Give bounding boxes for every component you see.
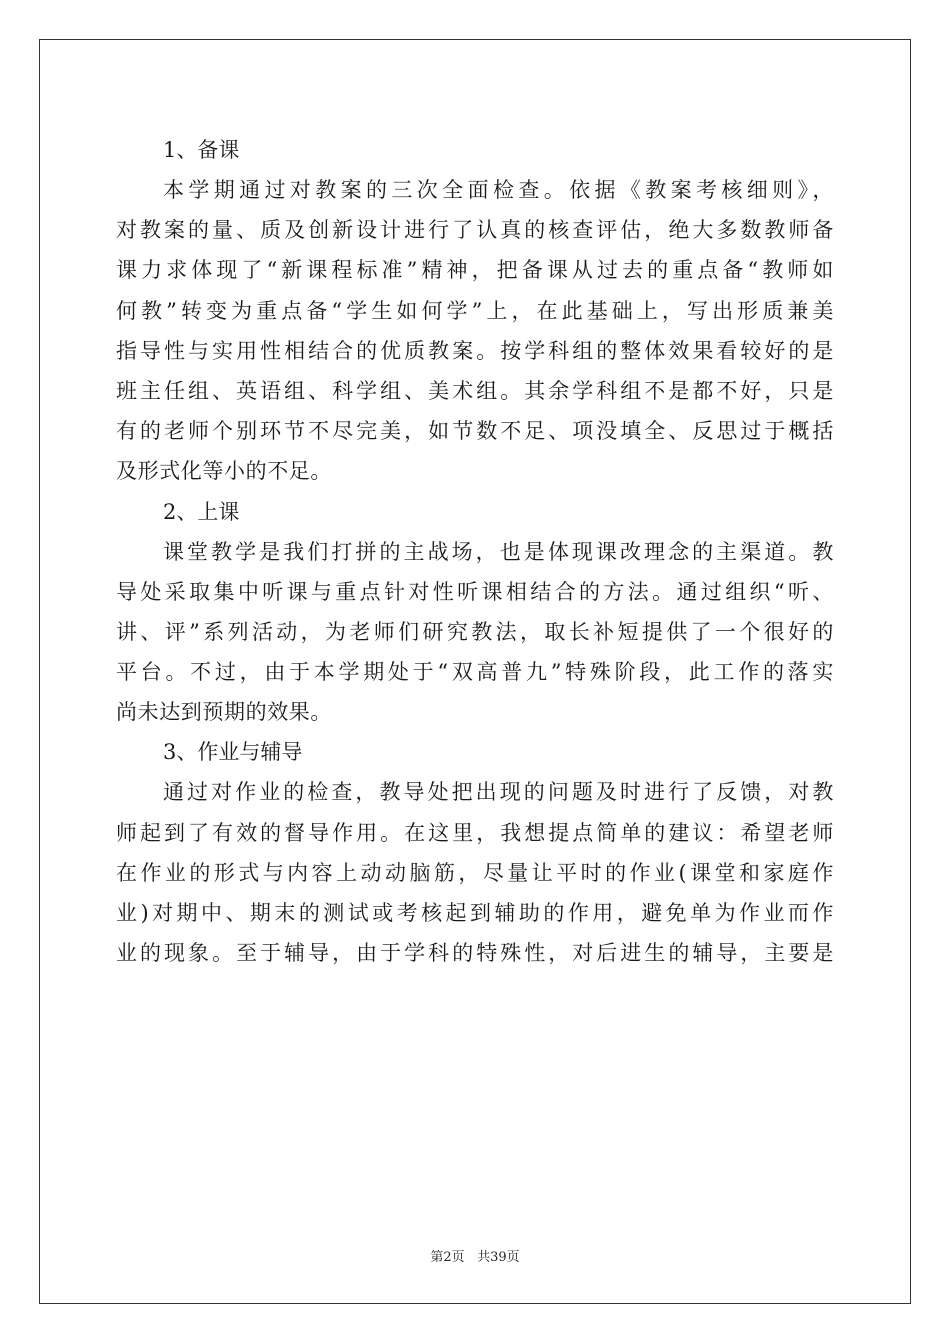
text-line: 在作业的形式与内容上动动脑筋，尽量让平时的作业(课堂和家庭作 bbox=[116, 860, 834, 885]
text-line: 通过对作业的检查，教导处把出现的问题及时进行了反馈，对教 bbox=[163, 780, 834, 805]
page-footer bbox=[0, 1246, 950, 1265]
text-line: 课力求体现了“新课程标准”精神，把备课从过去的重点备“教师如 bbox=[116, 258, 834, 283]
section-heading-3: 3、作业与辅导 bbox=[163, 740, 303, 765]
document-body bbox=[116, 130, 834, 973]
text-line: 业)对期中、期末的测试或考核起到辅助的作用，避免单为作业而作 bbox=[116, 901, 834, 925]
text-line: 及形式化等小的不足。 bbox=[116, 459, 332, 484]
text-line: 何教”转变为重点备“学生如何学”上，在此基础上，写出形质兼美 bbox=[116, 298, 834, 323]
text-line: 本学期通过对教案的三次全面检查。依据《教案考核细则》， bbox=[163, 178, 834, 202]
section-heading-1: 1、备课 bbox=[163, 138, 240, 162]
text-line: 业的现象。至于辅导，由于学科的特殊性，对后进生的辅导，主要是 bbox=[116, 941, 834, 966]
text-line: 班主任组、英语组、科学组、美术组。其余学科组不是都不好，只是 bbox=[116, 378, 834, 403]
text-line: 指导性与实用性相结合的优质教案。按学科组的整体效果看较好的是 bbox=[116, 338, 834, 363]
text-line: 导处采取集中听课与重点针对性听课相结合的方法。通过组织“听、 bbox=[116, 579, 834, 604]
page-number: 第2页 bbox=[430, 1250, 465, 1265]
section-paragraph-3 bbox=[116, 772, 834, 973]
text-line: 对教案的量、质及创新设计进行了认真的核查评估，绝大多数教师备 bbox=[116, 218, 834, 243]
section-paragraph-2 bbox=[116, 532, 834, 733]
text-line: 师起到了有效的督导作用。在这里，我想提点简单的建议：希望老师 bbox=[116, 820, 834, 845]
text-line: 课堂教学是我们打拼的主战场，也是体现课改理念的主渠道。教 bbox=[163, 539, 834, 564]
text-line: 有的老师个别环节不尽完美，如节数不足、项没填全、反思过于概括 bbox=[116, 419, 834, 444]
text-line: 讲、评”系列活动，为老师们研究教法，取长补短提供了一个很好的 bbox=[116, 619, 834, 644]
section-heading-2: 2、上课 bbox=[163, 499, 240, 524]
text-line: 平台。不过，由于本学期处于“双高普九”特殊阶段，此工作的落实 bbox=[116, 660, 834, 685]
page-total: 共39页 bbox=[477, 1250, 520, 1265]
section-paragraph-1 bbox=[116, 170, 834, 492]
text-line: 尚未达到预期的效果。 bbox=[116, 700, 332, 725]
